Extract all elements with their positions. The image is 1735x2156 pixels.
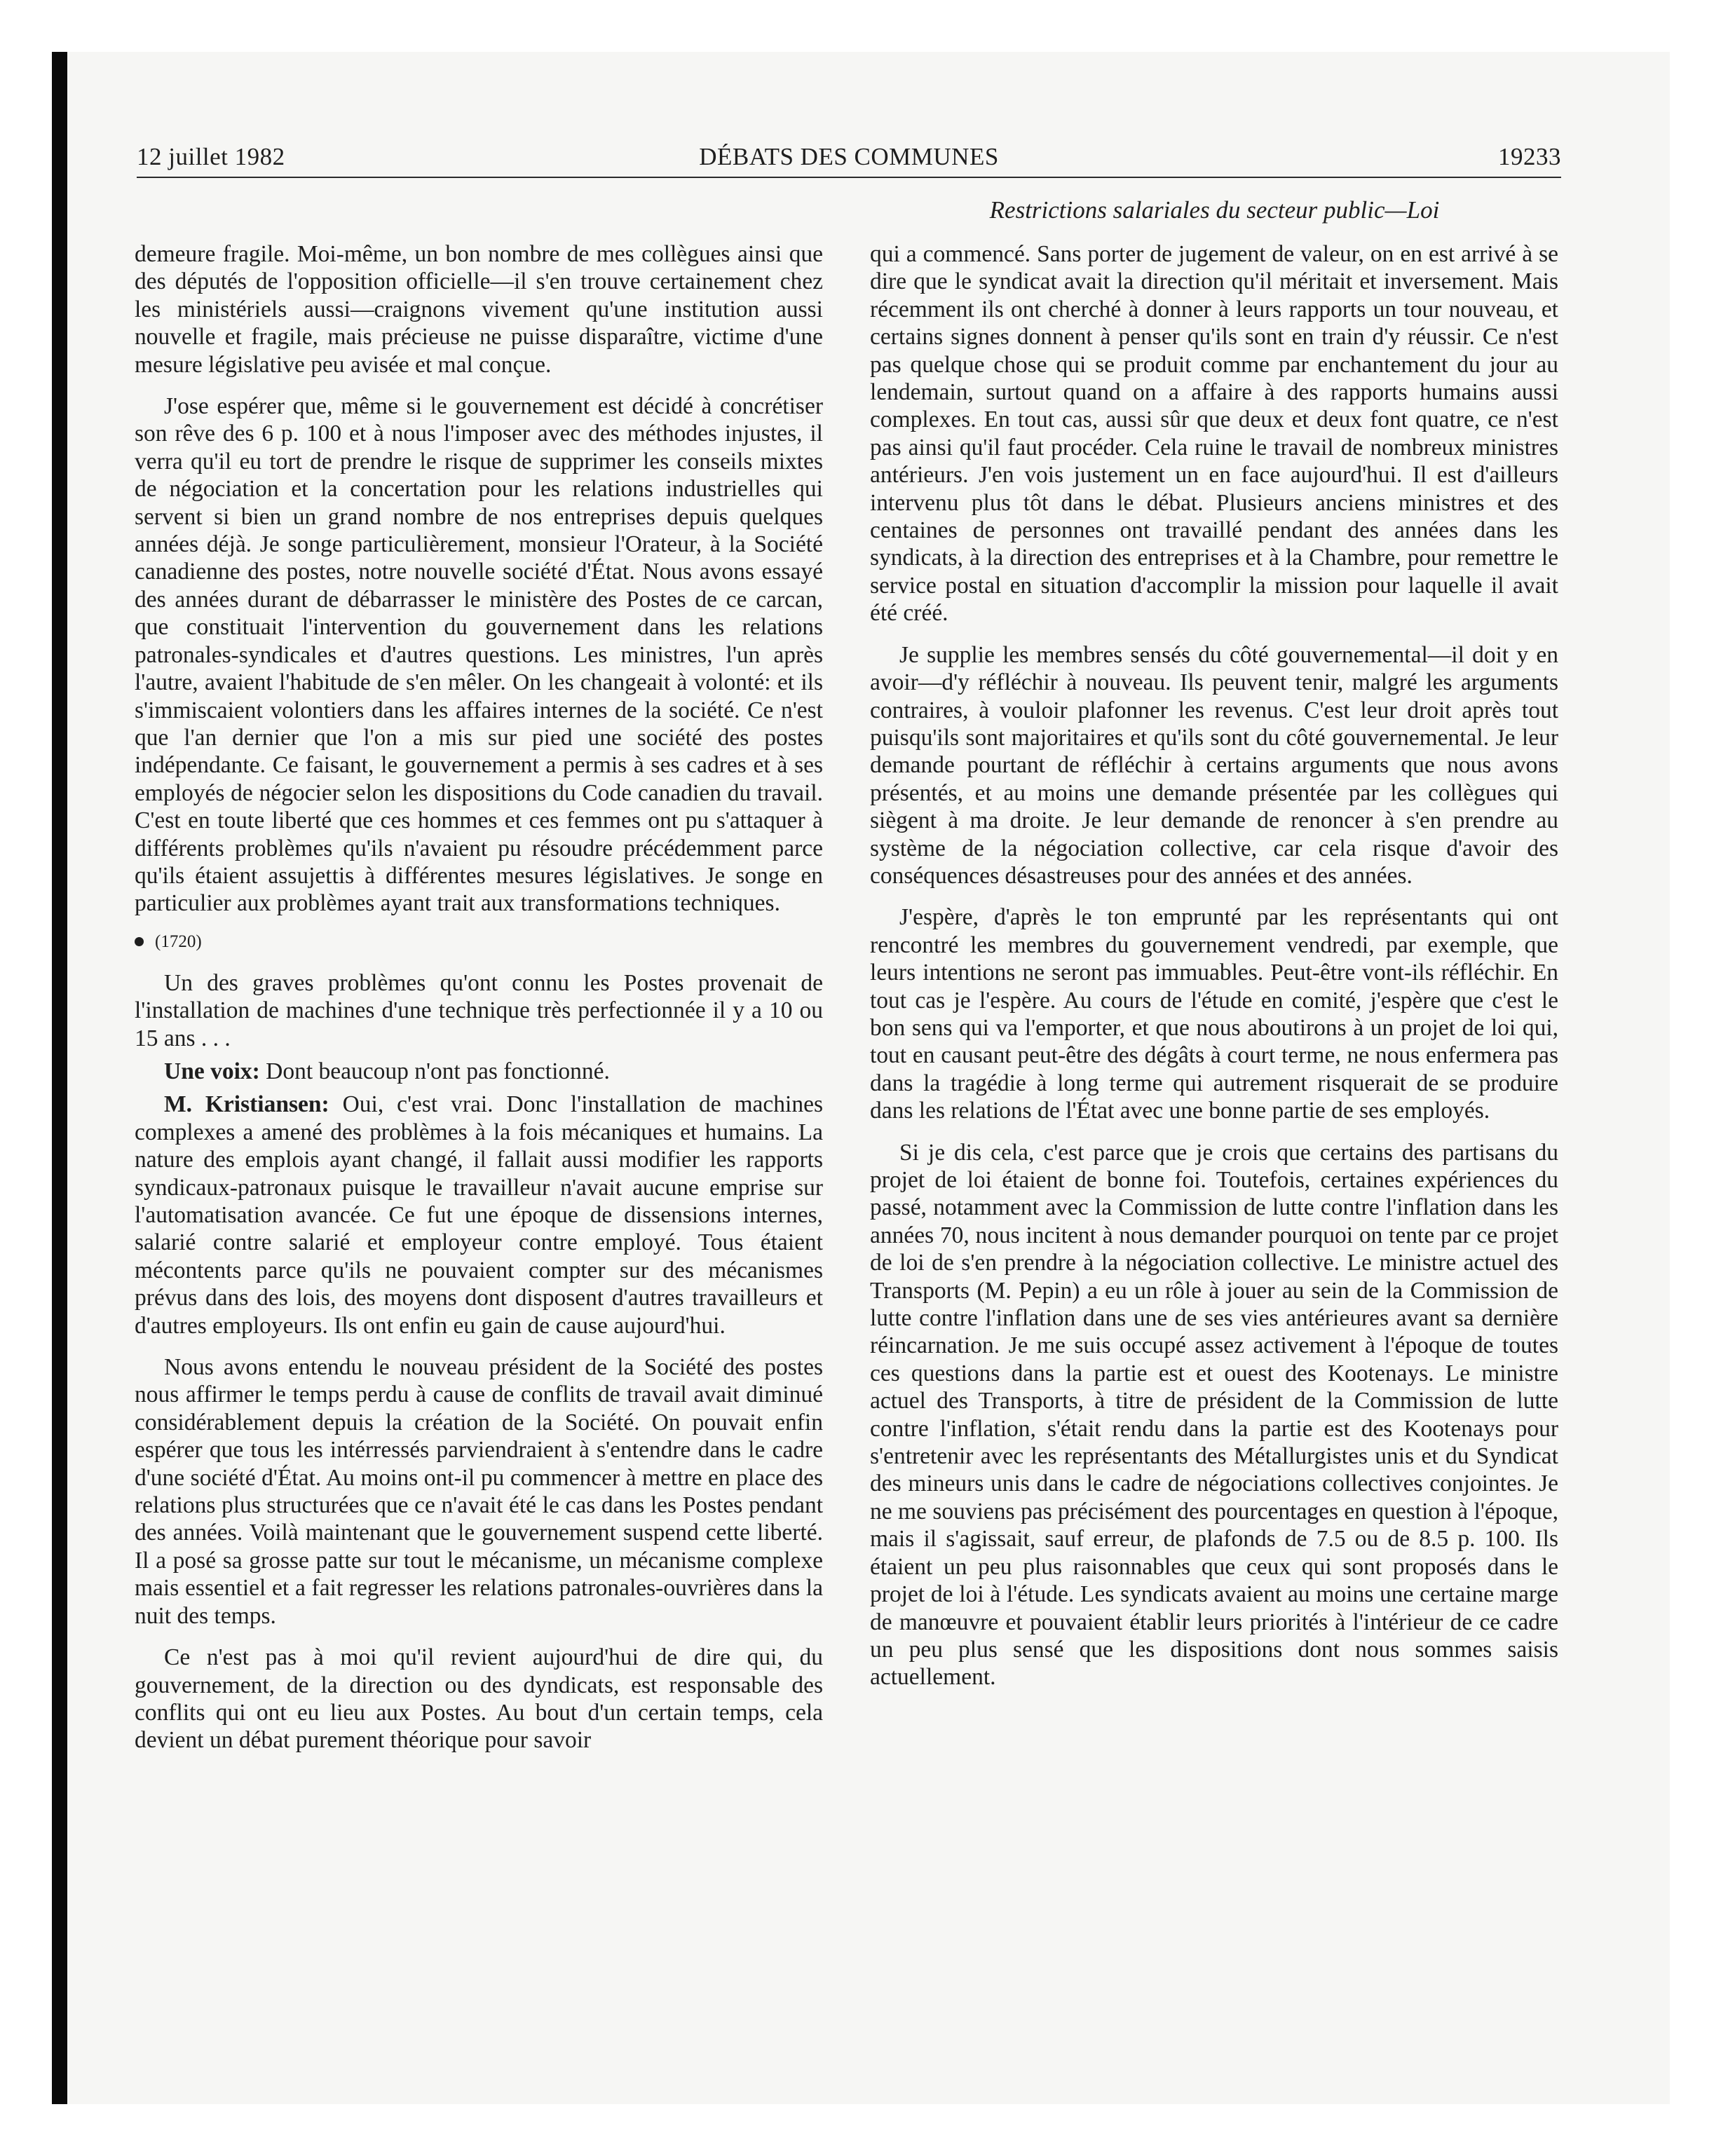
- speaker-name: Une voix:: [164, 1058, 260, 1084]
- paragraph: qui a commencé. Sans porter de jugement de valeur, on en est arrivé à se dire que le syndicat avait la direction qu'il méritait et inversement. Mais récemment ils ont cherché à donner à leurs rapports un tour nouveau, et certains signes donnent à penser qu'ils sont en train d'y réussir. Ce n'est pas quelque chose qui se produit comme par enchantement du jour au lendemain, surtout quand on a affaire à des rapports humains aussi complexes. En tout cas, aussi sûr que deux et deux font quatre, ce n'est pas ainsi qu'il faut procéder. Cela ruine le travail de nombreux ministres antérieurs. J'en vois justement un en face aujourd'hui. Il est d'ailleurs intervenu plus tôt dans le débat. Plusieurs anciens ministres et des centaines de personnes ont travaillé pendant des années dans les syndicats, à la direction des entreprises et à la Chambre, pour remettre le service postal en situation d'accomplir la mission pour laquelle il avait été créé.: [870, 241, 1558, 627]
- header-date: 12 juillet 1982: [137, 143, 285, 170]
- paragraph: Nous avons entendu le nouveau président de la Société des postes nous affirmer le temps perdu à cause de conflits de travail avait diminué considérablement depuis la création de la Société. On pouvait enfin espérer que tous les intérressés parviendraient à s'entendre dans le cadre d'une société d'État. Au moins ont-il pu commencer à mettre en place des relations plus structurées que ce n'avait été le cas dans les Postes pendant des années. Voilà maintenant que le gouvernement suspend cette liberté. Il a posé sa grosse patte sur tout le mécanisme, un mécanisme complexe mais essentiel et a fait regresser les relations patronales-ouvrières dans la nuit des temps.: [135, 1354, 823, 1629]
- speech-paragraph: [135, 1091, 823, 1339]
- paragraph: Je supplie les membres sensés du côté gouvernemental—il doit y en avoir—d'y réfléchir à nouveau. Ils peuvent tenir, malgré les arguments contraires, à vouloir plafonner les revenus. C'est leur droit après tout puisqu'ils sont majoritaires et qu'ils sont du côté gouvernemental. Je leur demande pourtant de réfléchir à certains arguments que nous avons présentés, et au moins une demande présentée par les collègues qui siègent à ma droite. Je leur demande de renoncer à s'en prendre au système de la négociation collective, car cela risque d'avoir des conséquences désastreuses pour des années et des années.: [870, 641, 1558, 889]
- scan-edge-bar: [52, 52, 67, 2104]
- header-page-number: 19233: [1498, 143, 1561, 170]
- bullet-icon: [135, 937, 144, 946]
- paragraph: Ce n'est pas à moi qu'il revient aujourd'hui de dire qui, du gouvernement, de la direction ou des dyndicats, est responsable des conflits qui ont eu lieu aux Postes. Au bout d'un certain temps, cela devient un débat purement théorique pour savoir: [135, 1644, 823, 1754]
- paragraph: J'ose espérer que, même si le gouvernement est décidé à concrétiser son rêve des 6 p. 100 et à nous l'imposer avec des méthodes injustes, il verra qu'il eu tort de prendre le risque de supprimer les conseils mixtes de négociation et la concertation pour les relations industrielles qui servent si bien un grand nombre de nos entreprises depuis quelques années déjà. Je songe particulièrement, monsieur l'Orateur, à la Société canadienne des postes, notre nouvelle société d'État. Nous avons essayé des années durant de débarrasser le ministère des Postes de ce carcan, que constituait l'intervention du gouvernement dans les relations patronales-syndicales et d'autres questions. Les ministres, l'un après l'autre, avaient l'habitude de s'en mêler. On les changeait à volonté: et ils s'immiscaient volontiers dans les affaires internes de la société. Ce n'est que l'an dernier que l'on a mis sur pied une société des postes indépendante. Ce faisant, le gouvernement a permis à ses cadres et à ses employés de négocier selon les dispositions du Code canadien du travail. C'est en toute liberté que ces hommes et ces femmes ont pu s'attaquer à différents problèmes qu'ils n'avaient pu résoudre précédemment parce qu'ils étaient assujettis à différentes mesures législatives. Je songe en particulier aux problèmes ayant trait aux transformations techniques.: [135, 393, 823, 917]
- header-rule: [137, 177, 1561, 178]
- page-header: [137, 143, 1561, 177]
- time-marker-label: (1720): [155, 932, 202, 951]
- speech-text: Oui, c'est vrai. Donc l'installation de machines complexes a amené des problèmes à la fois mécaniques et humains. La nature des emplois ayant changé, il fallait aussi modifier les rapports syndicaux-patronaux puisque le travailleur n'avait aucune emprise sur l'automatisation avancée. Ce fut une époque de dissensions internes, salarié contre salarié et employeur contre employé. Tous étaient mécontents parce qu'ils ne pouvaient compter sur des mécanismes prévus dans des lois, des moyens dont disposent d'autres travailleurs et d'autres employeurs. Ils ont enfin eu gain de cause aujourd'hui.: [135, 1091, 823, 1339]
- paragraph: J'espère, d'après le ton emprunté par les représentants qui ont rencontré les membres du gouvernement vendredi, par exemple, que leurs intentions ne seront pas immuables. Peut-être vont-ils réfléchir. En tout cas je l'espère. Au cours de l'étude en comité, j'espère que c'est le bon sens qui va l'emporter, et que nous aboutirons à un projet de loi qui, tout en causant peut-être des dégâts à court terme, ne nous enfermera pas dans la tragédie à long terme qui autrement risquerait de se produire dans les relations de l'État avec une bonne partie de ses employés.: [870, 904, 1558, 1124]
- speech-text: Dont beaucoup n'ont pas fonctionné.: [266, 1058, 610, 1084]
- paragraph: demeure fragile. Moi-même, un bon nombre de mes collègues ainsi que des députés de l'opposition officielle—il s'en trouve certainement chez les ministériels aussi—craignons vivement qu'une institution aussi nouvelle et fragile, mais précieuse ne puisse disparaître, victime d'une mesure législative peu avisée et mal conçue.: [135, 241, 823, 378]
- header-title: DÉBATS DES COMMUNES: [699, 143, 999, 170]
- left-column: [135, 240, 823, 1768]
- right-column: [870, 240, 1558, 1705]
- time-marker: [135, 932, 823, 953]
- speech-paragraph: [135, 1058, 823, 1085]
- paragraph: Si je dis cela, c'est parce que je crois que certains des partisans du projet de loi étaient de bonne foi. Toutefois, certaines expériences du passé, notamment avec la Commission de lutte contre l'inflation dans les années 70, nous incitent à nous demander pourquoi on tente par ce projet de loi de s'en prendre à la négociation collective. Le ministre actuel des Transports (M. Pepin) a eu un rôle à jouer au sein de la Commission de lutte contre l'inflation dans une de ses vies antérieures avant sa dernière réincarnation. Je me suis occupé assez activement à l'époque de toutes ces questions dans la partie est et ouest des Kootenays. Le ministre actuel des Transports, à titre de président de la Commission de lutte contre l'inflation, s'était rendu dans la partie est des Kootenays pour s'entretenir avec les représentants des Métallurgistes unis et du Syndicat des mineurs unis dans le cadre de négociations collectives conjointes. Je ne me souviens pas précisément des pourcentages en question à l'époque, mais il s'agissait, sauf erreur, de plafonds de 7.5 ou de 8.5 p. 100. Ils étaient un peu plus raisonnables que ceux qui sont proposés dans le projet de loi à l'étude. Les syndicats avaient au moins une certaine marge de manœuvre et pouvaient établir leurs priorités à l'intérieur de ce cadre un peu plus sensé que les dispositions dont nous sommes saisis actuellement.: [870, 1139, 1558, 1691]
- speaker-name: M. Kristiansen:: [164, 1091, 329, 1118]
- paragraph: Un des graves problèmes qu'ont connu les Postes provenait de l'installation de machines d'une technique très perfectionnée il y a 10 ou 15 ans . . .: [135, 969, 823, 1051]
- section-subtitle: Restrictions salariales du secteur public—Loi: [989, 196, 1440, 224]
